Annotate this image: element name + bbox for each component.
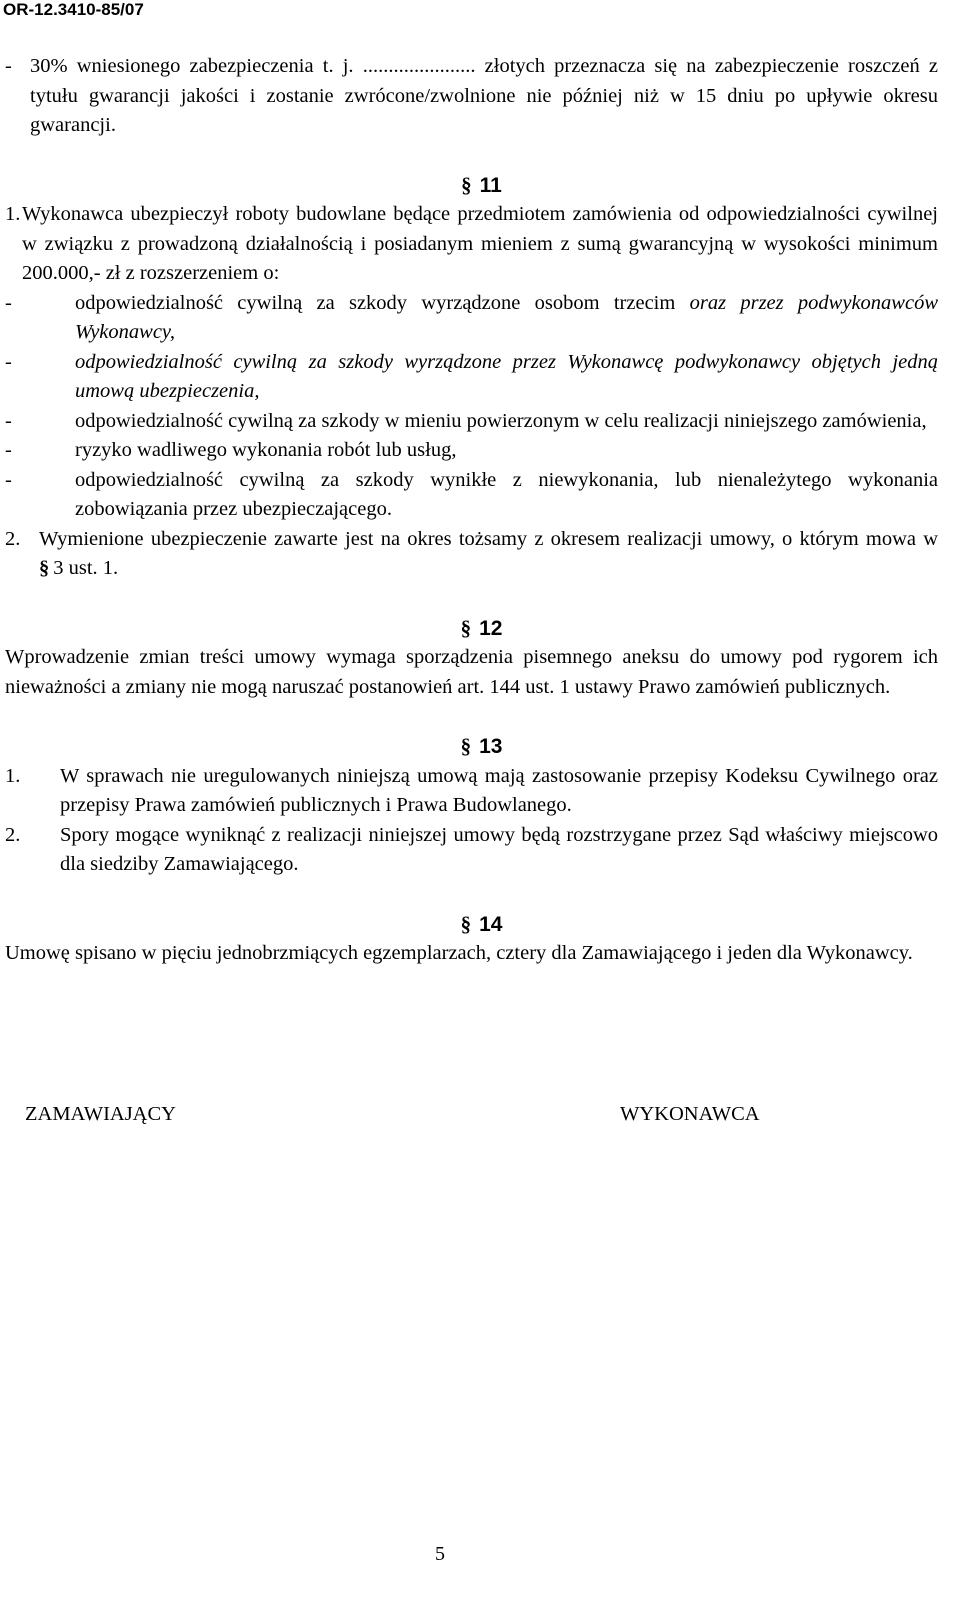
section-12-number: 12: [479, 616, 503, 640]
list-dash-marker: -: [5, 350, 12, 373]
list-item-text: ryzyko wadliwego wykonania robót lub usług,: [75, 439, 457, 461]
list-item: [5, 407, 938, 437]
list-item: [5, 348, 938, 407]
section-11-point-1: [5, 200, 938, 289]
item-1-text: W sprawach nie uregulowanych niniejszą umową mają zastosowanie przepisy Kodeksu Cywilnego oraz przepisy Prawa zamówień publicznych i Prawa Budowlanego.: [60, 764, 938, 816]
list-item-text: odpowiedzialność cywilną za szkody wyrządzone osobom trzecim: [75, 291, 690, 314]
point-2-marker: 2.: [5, 527, 21, 550]
item-2-marker: 2.: [5, 823, 21, 846]
signature-wykonawca: WYKONAWCA: [620, 1103, 760, 1125]
item-1-marker: 1.: [5, 764, 21, 787]
list-item-text: odpowiedzialność cywilną za szkody wynikłe z niewykonania, lub nienależytego wykonania zobowiązania przez ubezpieczającego.: [75, 468, 938, 520]
list-item-italic-text: oraz przez podwykonawców Wykonawcy,: [75, 291, 938, 343]
list-dash-marker: -: [5, 468, 12, 491]
section-11-point-2: [5, 525, 938, 584]
section-symbol: §: [460, 734, 472, 758]
list-dash-marker: -: [5, 291, 12, 314]
point-2-reference: 3 ust. 1.: [53, 557, 119, 579]
page-number: [0, 1540, 960, 1570]
section-12-text: Wprowadzenie zmian treści umowy wymaga sporządzenia pisemnego aneksu do umowy pod rygorem ich nieważności a zmiany nie mogą naruszać postanowień art. 144 ust. 1 ustawy Prawo zamówień publicznych.: [5, 646, 938, 698]
point-2-text: Wymienione ubezpieczenie zawarte jest na okres tożsamy z okresem realizacji umowy, o którym mowa w: [39, 527, 938, 550]
section-11-heading: [5, 171, 938, 201]
section-symbol: §: [460, 615, 472, 640]
list-item-italic-text: odpowiedzialność cywilną za szkody wyrządzone przez Wykonawcę podwykonawcy objętych jedną umową ubezpieczenia,: [75, 350, 938, 402]
point-1-text: Wykonawca ubezpieczył roboty budowlane będące przedmiotem zamówienia od odpowiedzialności cywilnej w związku z prowadzoną działalnością i posiadanym mieniem z sumą gwarancyjną w wysokości minimum 200.000,- zł z rozszerzeniem o:: [22, 203, 938, 284]
section-13-item-1: [5, 762, 938, 821]
document-reference-header: OR-12.3410-85/07: [3, 0, 144, 19]
section-14-heading: [5, 910, 938, 940]
list-item: [5, 289, 938, 348]
section-13-number: 13: [479, 735, 503, 758]
insurance-scope-list: [5, 289, 938, 525]
list-item: [5, 466, 938, 525]
point-1-marker: 1.: [5, 203, 21, 225]
section-symbol: §: [461, 172, 472, 197]
section-13-heading: [5, 732, 938, 762]
list-dash-marker: -: [5, 439, 12, 461]
list-item-text: odpowiedzialność cywilną za szkody w mieniu powierzonym w celu realizacji niniejszego zamówienia,: [75, 409, 927, 432]
document-body: [5, 52, 938, 969]
section-12-heading: [5, 614, 938, 644]
section-14-number: 14: [479, 912, 503, 936]
list-item: [5, 436, 938, 466]
page-number-value: 5: [435, 1543, 445, 1565]
section-14-text: Umowę spisano w pięciu jednobrzmiących egzemplarzach, cztery dla Zamawiającego i jeden dla Wykonawcy.: [5, 942, 913, 964]
section-symbol: §: [460, 911, 472, 936]
item-2-text: Spory mogące wyniknąć z realizacji niniejszej umowy będą rozstrzygane przez Sąd właściwy miejscowo dla siedziby Zamawiającego.: [60, 823, 938, 875]
intro-paragraph: [5, 52, 938, 141]
intro-dash-marker: -: [5, 55, 12, 77]
section-11-number: 11: [479, 173, 502, 197]
list-dash-marker: -: [5, 409, 12, 432]
section-13-item-2: [5, 821, 938, 880]
signature-block: [25, 1100, 925, 1130]
section-symbol: §: [39, 557, 50, 579]
intro-text: 30% wniesionego zabezpieczenia t. j. ...................... złotych przeznacza się na zabezpieczenie roszczeń z tytułu gwarancji jakości i zostanie zwrócone/zwolnione nie później niż w 15 dniu po upływie okresu gwarancji.: [30, 55, 938, 136]
signature-zamawiajacy: ZAMAWIAJĄCY: [25, 1103, 176, 1125]
